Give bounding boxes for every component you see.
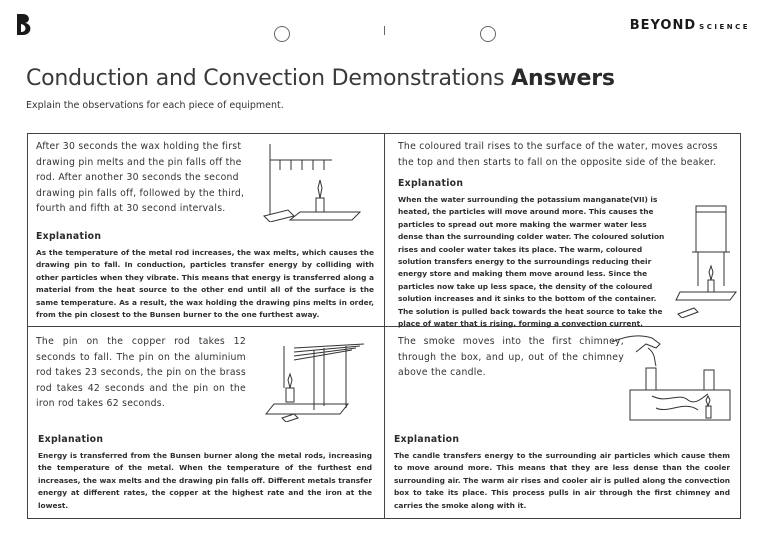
- punch-hole-left: [274, 26, 290, 42]
- brand-sub: SCIENCE: [699, 23, 750, 31]
- page-title: [26, 66, 615, 91]
- multi-rod-apparatus-icon: [264, 340, 374, 422]
- punch-hole-right: [480, 26, 496, 42]
- answers-grid: [27, 133, 741, 519]
- title-bold: Answers: [511, 66, 615, 91]
- panel-3-explanation: Energy is transferred from the Bunsen burner along the metal rods, increasing the temperature of the metal. When the temperature of the furthest end increases, the wax melts and the drawing pin falls off. Different metals transfer energy at different rates, the copper at the highest rate and the iron at the lowest.: [38, 451, 372, 510]
- panel-4-explanation-heading: Explanation: [394, 434, 460, 445]
- panel-2-explanation: When the water surrounding the potassium manganate(VII) is heated, the particles will move around more. This causes the particles to spread out more making the warmer water less dense than the surrounding colder water. The coloured solution rises and cooler water takes its place. The warm, coloured solution transfers energy to the surroundings reducing their energy store and making them move around less. Since the particles now take up less space, the density of the coloured solution increases and it sinks to the bottom of the container. The solution is pulled back towards the heat source to take the place of water that is rising, forming a convection current.: [398, 195, 665, 329]
- conduction-rod-apparatus-icon: [260, 140, 370, 222]
- panel-2-explanation-heading: Explanation: [398, 178, 464, 189]
- panel-1-explanation: As the temperature of the metal rod increases, the wax melts, which causes the drawing pin to fall. In conduction, particles transfer energy by colliding with other particles when they vibrate. This means that energy is transferred along a material from the heat source to the other end until all of the surface is the same temperature. As a result, the wax holding the drawing pins melts in order, from the pin closest to the Bunsen burner to the one furthest away.: [36, 248, 374, 320]
- brand-wordmark: [630, 14, 750, 33]
- panel-3-observation: The pin on the copper rod takes 12 seconds to fall. The pin on the aluminium rod takes 23 seconds, the pin on the brass rod takes 42 seconds and the pin on the iron rod takes 62 seconds.: [36, 336, 246, 409]
- panel-3-explanation-heading: Explanation: [38, 434, 104, 445]
- beaker-convection-apparatus-icon: [674, 200, 738, 318]
- panel-4-observation: The smoke moves into the first chimney, through the box, and up, out of the chimney above the candle.: [398, 336, 624, 378]
- panel-1-observation: After 30 seconds the wax holding the first drawing pin melts and the pin falls off the rod. After another 30 seconds the second drawing pin falls off, followed by the third, fourth and fifth at 30 second intervals.: [36, 141, 245, 214]
- beyond-logo-icon: [14, 12, 36, 36]
- panel-1-explanation-heading: Explanation: [36, 231, 102, 242]
- brand-main: BEYOND: [629, 18, 697, 33]
- title-text: Conduction and Convection Demonstrations: [26, 66, 505, 91]
- panel-2-observation: The coloured trail rises to the surface of the water, moves across the top and then starts to fall on the opposite side of the beaker.: [398, 141, 718, 168]
- page-subtitle: Explain the observations for each piece of equipment.: [26, 100, 284, 111]
- panel-4-explanation: The candle transfers energy to the surrounding air particles which cause them to move around more. This means that they are less dense than the cooler surrounding air. The warm air rises and cooler air is pulled along the convection box to take its place. This process pulls in air through the first chimney and carries the smoke along with it.: [394, 451, 730, 510]
- center-mark: [384, 26, 385, 35]
- convection-box-apparatus-icon: [608, 330, 738, 426]
